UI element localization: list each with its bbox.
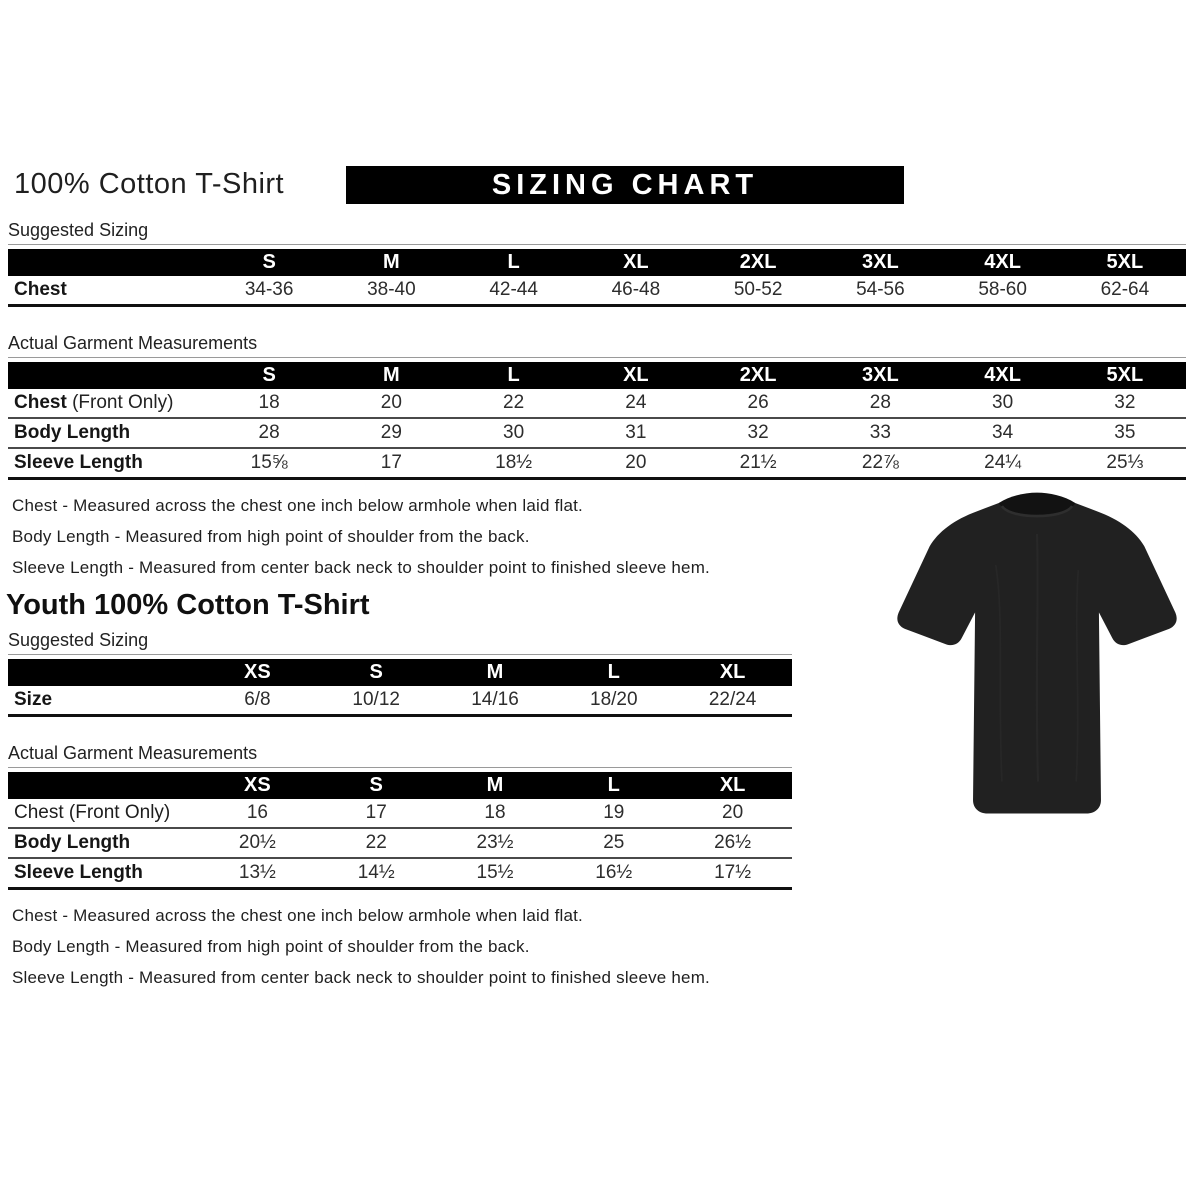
measurement-cell: 34-36 bbox=[244, 279, 294, 300]
note-sleeve-length: Sleeve Length - Measured from center back neck to shoulder point to finished sleeve hem. bbox=[12, 558, 710, 577]
youth-measurement-notes bbox=[12, 906, 1200, 988]
size-column-header: 4XL bbox=[942, 249, 1064, 276]
row-label: Sleeve Length bbox=[14, 862, 143, 883]
adult-actual-measurements-label: Actual Garment Measurements bbox=[8, 333, 1186, 358]
measurement-cell: 31 bbox=[625, 422, 647, 443]
note-sleeve-length: Sleeve Length - Measured from center back neck to shoulder point to finished sleeve hem. bbox=[12, 968, 710, 987]
tshirt-image bbox=[882, 472, 1192, 828]
row-label: Sleeve Length bbox=[14, 452, 143, 473]
adult-suggested-sizing-label: Suggested Sizing bbox=[8, 220, 1186, 245]
row-label: Body Length bbox=[14, 422, 131, 443]
page-title: 100% Cotton T-Shirt bbox=[14, 168, 285, 200]
size-column-header: M bbox=[436, 772, 555, 799]
measurement-cell: 17 bbox=[365, 802, 387, 823]
table-row bbox=[8, 389, 1186, 418]
empty-header-cell bbox=[8, 362, 208, 389]
measurement-cell: 26½ bbox=[714, 832, 752, 853]
measurement-cell: 25 bbox=[603, 832, 625, 853]
measurement-cell: 18/20 bbox=[590, 689, 638, 710]
measurement-cell: 34 bbox=[992, 422, 1014, 443]
measurement-cell: 20 bbox=[625, 452, 647, 473]
youth-page-title: Youth 100% Cotton T-Shirt bbox=[6, 589, 370, 621]
size-column-header: L bbox=[453, 249, 575, 276]
row-label: Chest bbox=[14, 279, 67, 300]
table-row bbox=[8, 828, 792, 858]
size-column-header: S bbox=[208, 249, 330, 276]
measurement-cell: 29 bbox=[380, 422, 402, 443]
size-column-header: L bbox=[554, 772, 673, 799]
table-header-row bbox=[8, 659, 792, 686]
measurement-cell: 15½ bbox=[476, 862, 514, 883]
size-column-header: 2XL bbox=[697, 362, 819, 389]
row-label: Chest (Front Only) bbox=[14, 392, 174, 413]
measurement-cell: 17½ bbox=[714, 862, 752, 883]
empty-header-cell bbox=[8, 659, 198, 686]
note-body-length: Body Length - Measured from high point of shoulder from the back. bbox=[12, 937, 530, 956]
table-row bbox=[8, 799, 792, 828]
measurement-cell: 35 bbox=[1114, 422, 1136, 443]
measurement-cell: 22⅞ bbox=[861, 452, 899, 473]
size-column-header: S bbox=[208, 362, 330, 389]
measurement-cell: 54-56 bbox=[856, 279, 905, 300]
measurement-cell: 30 bbox=[503, 422, 525, 443]
size-column-header: XL bbox=[673, 772, 792, 799]
size-column-header: M bbox=[330, 249, 452, 276]
measurement-cell: 22 bbox=[503, 392, 525, 413]
youth-actual-measurements-label: Actual Garment Measurements bbox=[8, 743, 792, 768]
measurement-cell: 38-40 bbox=[367, 279, 416, 300]
measurement-cell: 22 bbox=[365, 832, 387, 853]
size-column-header: XL bbox=[673, 659, 792, 686]
size-column-header: L bbox=[453, 362, 575, 389]
youth-actual-measurements-table bbox=[8, 772, 792, 890]
size-column-header: XS bbox=[198, 772, 317, 799]
row-label: Chest (Front Only) bbox=[14, 802, 171, 823]
note-chest: Chest - Measured across the chest one inch below armhole when laid flat. bbox=[12, 906, 583, 925]
table-header-row bbox=[8, 362, 1186, 389]
size-column-header: L bbox=[554, 659, 673, 686]
measurement-cell: 24¼ bbox=[984, 452, 1022, 473]
header-row bbox=[8, 166, 1192, 212]
measurement-cell: 20 bbox=[380, 392, 402, 413]
measurement-cell: 25⅓ bbox=[1106, 452, 1144, 473]
row-label: Size bbox=[14, 689, 53, 710]
youth-suggested-sizing-label: Suggested Sizing bbox=[8, 630, 792, 655]
measurement-cell: 28 bbox=[258, 422, 280, 443]
adult-actual-measurements-table bbox=[8, 362, 1186, 480]
empty-header-cell bbox=[8, 772, 198, 799]
size-column-header: S bbox=[317, 659, 436, 686]
size-column-header: 4XL bbox=[942, 362, 1064, 389]
size-column-header: 3XL bbox=[819, 362, 941, 389]
sizing-chart-banner: SIZING CHART bbox=[346, 166, 904, 204]
table-header-row bbox=[8, 772, 792, 799]
tshirt-crease bbox=[1037, 534, 1038, 782]
measurement-cell: 6/8 bbox=[244, 689, 271, 710]
note-chest: Chest - Measured across the chest one inch below armhole when laid flat. bbox=[12, 496, 583, 515]
measurement-cell: 42-44 bbox=[489, 279, 538, 300]
size-column-header: M bbox=[330, 362, 452, 389]
measurement-cell: 10/12 bbox=[352, 689, 400, 710]
size-column-header: 5XL bbox=[1064, 362, 1186, 389]
row-label: Body Length bbox=[14, 832, 131, 853]
measurement-cell: 26 bbox=[747, 392, 769, 413]
tshirt-graphic bbox=[897, 493, 1176, 814]
measurement-cell: 18 bbox=[484, 802, 506, 823]
size-column-header: M bbox=[436, 659, 555, 686]
measurement-cell: 62-64 bbox=[1100, 279, 1150, 300]
table-row bbox=[8, 276, 1186, 306]
measurement-cell: 14½ bbox=[357, 862, 395, 883]
size-column-header: 5XL bbox=[1064, 249, 1186, 276]
table-row bbox=[8, 418, 1186, 448]
size-column-header: 2XL bbox=[697, 249, 819, 276]
measurement-cell: 58-60 bbox=[978, 279, 1027, 300]
measurement-cell: 20 bbox=[722, 802, 744, 823]
measurement-cell: 16 bbox=[246, 802, 268, 823]
measurement-cell: 24 bbox=[625, 392, 647, 413]
size-column-header: XL bbox=[575, 362, 697, 389]
measurement-cell: 28 bbox=[869, 392, 891, 413]
table-header-row bbox=[8, 249, 1186, 276]
adult-suggested-sizing-table bbox=[8, 249, 1186, 307]
measurement-cell: 46-48 bbox=[611, 279, 661, 300]
measurement-cell: 32 bbox=[1114, 392, 1136, 413]
measurement-cell: 21½ bbox=[739, 452, 777, 473]
measurement-cell: 16½ bbox=[595, 862, 633, 883]
measurement-cell: 18 bbox=[258, 392, 280, 413]
measurement-cell: 18½ bbox=[495, 452, 533, 473]
size-column-header: XS bbox=[198, 659, 317, 686]
measurement-cell: 50-52 bbox=[733, 279, 783, 300]
measurement-cell: 30 bbox=[992, 392, 1014, 413]
youth-suggested-sizing-table bbox=[8, 659, 792, 717]
note-body-length: Body Length - Measured from high point of shoulder from the back. bbox=[12, 527, 530, 546]
measurement-cell: 23½ bbox=[476, 832, 514, 853]
table-row bbox=[8, 686, 792, 716]
measurement-cell: 32 bbox=[747, 422, 769, 443]
measurement-cell: 22/24 bbox=[708, 689, 757, 710]
measurement-cell: 33 bbox=[869, 422, 891, 443]
measurement-cell: 19 bbox=[603, 802, 625, 823]
table-row bbox=[8, 858, 792, 889]
size-column-header: S bbox=[317, 772, 436, 799]
empty-header-cell bbox=[8, 249, 208, 276]
measurement-cell: 13½ bbox=[238, 862, 276, 883]
size-column-header: XL bbox=[575, 249, 697, 276]
measurement-cell: 20½ bbox=[238, 832, 276, 853]
measurement-cell: 17 bbox=[380, 452, 402, 473]
measurement-cell: 15⅝ bbox=[250, 452, 288, 473]
size-column-header: 3XL bbox=[819, 249, 941, 276]
measurement-cell: 14/16 bbox=[471, 689, 519, 710]
